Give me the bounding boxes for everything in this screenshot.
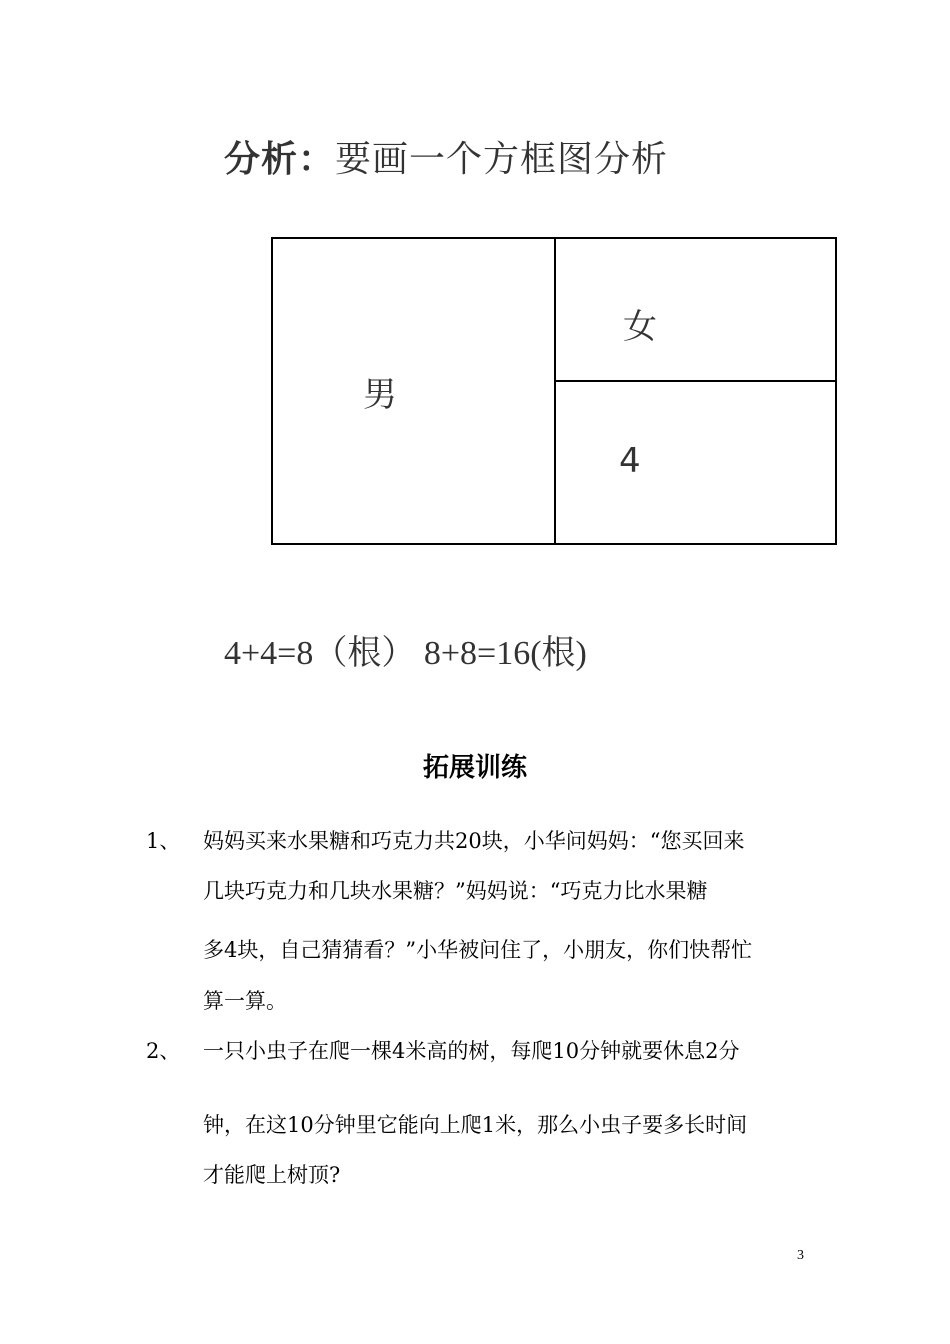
page-number: 3 [797,1248,804,1263]
problem-number: 1、 [146,829,181,853]
problem-line: 几块巧克力和几块水果糖？”妈妈说：“巧克力比水果糖 [203,879,708,903]
problem-line: 才能爬上树顶? [203,1163,341,1187]
problem-line: 妈妈买来水果糖和巧克力共20块，小华问妈妈：“您买回来 [203,829,745,853]
box-diagram [271,237,837,545]
problem-line: 多4块，自己猜猜看？”小华被问住了，小朋友，你们快帮忙 [203,938,753,962]
analysis-heading [224,131,668,182]
diagram-vertical-divider [554,239,556,543]
equation-line: 4+4=8（根） 8+8=16(根) [224,635,587,672]
analysis-text: 要画一个方框图分析 [335,139,669,180]
section-title: 拓展训练 [422,753,527,783]
diagram-label-female: 女 [623,307,657,347]
problem-number: 2、 [146,1039,181,1063]
problem-line: 一只小虫子在爬一棵4米高的树，每爬10分钟就要休息2分 [203,1039,740,1063]
diagram-horizontal-divider [556,380,835,382]
problem-line: 钟，在这10分钟里它能向上爬1米，那么小虫子要多长时间 [203,1113,748,1137]
diagram-label-male: 男 [363,375,397,415]
problem-line: 算一算。 [203,989,287,1013]
diagram-label-four: 4 [619,441,641,481]
analysis-label: 分析： [224,139,336,180]
